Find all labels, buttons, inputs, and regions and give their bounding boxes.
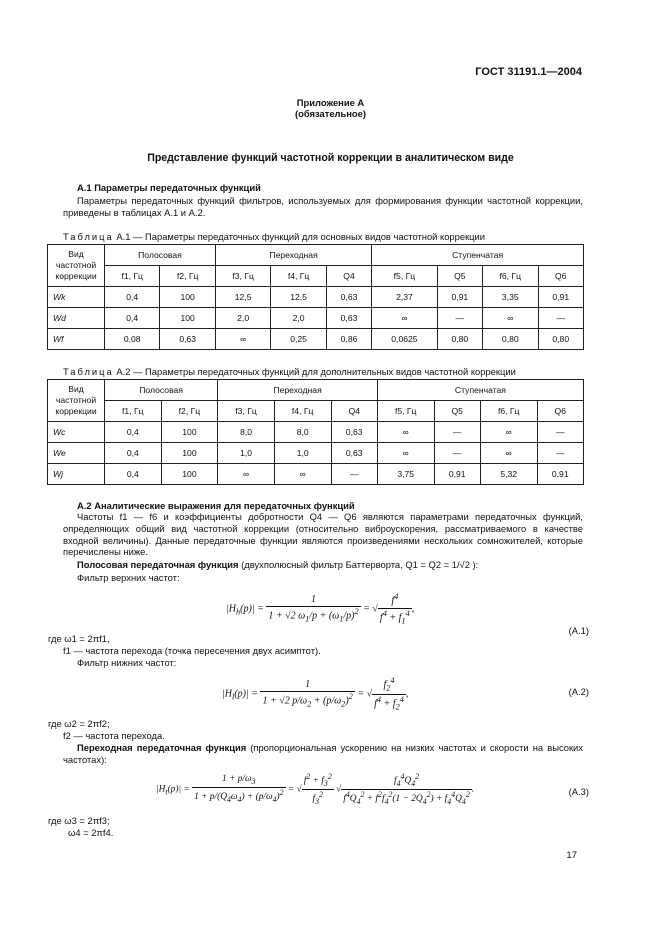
annex-title: Приложение А — [296, 97, 365, 108]
table-row — [48, 329, 584, 350]
value-cell: ∞ — [372, 308, 437, 329]
value-cell: 100 — [160, 308, 215, 329]
col-header: f1, Гц — [105, 266, 160, 287]
value-cell: 12,5 — [271, 287, 326, 308]
col-header: f1, Гц — [105, 401, 162, 422]
value-cell: 0,08 — [105, 329, 160, 350]
value-cell: 0,91 — [434, 464, 480, 485]
value-cell: 0,25 — [271, 329, 326, 350]
group-step: Ступенчатая — [372, 245, 584, 266]
value-cell: 100 — [161, 422, 218, 443]
col-header: f2, Гц — [161, 401, 218, 422]
col-header: f5, Гц — [377, 401, 434, 422]
value-cell: 0,91 — [437, 287, 482, 308]
value-cell: — — [537, 443, 583, 464]
col-header: Q4 — [326, 266, 371, 287]
value-cell: — — [331, 464, 377, 485]
main-title: Представление функций частотной коррекции в аналитическом виде — [147, 152, 514, 164]
value-cell: ∞ — [218, 464, 275, 485]
col-type-header: Вид частотной коррекции — [48, 380, 105, 422]
col-header: Q5 — [437, 266, 482, 287]
value-cell: 0,4 — [105, 287, 160, 308]
value-cell: 100 — [161, 443, 218, 464]
where-a1-line2: f1 — частота перехода (точка пересечения двух асимптот). — [63, 645, 321, 656]
value-cell: ∞ — [377, 443, 434, 464]
value-cell: 5,32 — [480, 464, 537, 485]
table-row — [48, 464, 584, 485]
value-cell: ∞ — [480, 443, 537, 464]
row-type-cell: Wd — [48, 308, 105, 329]
section-a2-heading: А.2 Аналитические выражения для передаточных функций — [77, 500, 355, 511]
value-cell: 1,0 — [274, 443, 331, 464]
col-header: Q5 — [434, 401, 480, 422]
value-cell: 0,4 — [105, 443, 162, 464]
equation-number-a2: (А.2) — [568, 686, 589, 697]
value-cell: 2,37 — [372, 287, 437, 308]
annex-subtitle: (обязательное) — [295, 108, 366, 119]
group-transition: Переходная — [215, 245, 371, 266]
where-a2-line1: где ω2 = 2πf2; — [48, 718, 110, 729]
value-cell: 0,63 — [331, 443, 377, 464]
bandpass-term: Полосовая передаточная функция — [77, 559, 239, 570]
value-cell: 0,63 — [331, 422, 377, 443]
caption-text: А.1 — Параметры передаточных функций для основных видов частотной коррекции — [116, 231, 486, 242]
value-cell: 0,91 — [538, 287, 583, 308]
value-cell: 0,4 — [105, 308, 160, 329]
value-cell: 0,80 — [538, 329, 583, 350]
row-type-cell: We — [48, 443, 105, 464]
value-cell: 3,35 — [483, 287, 538, 308]
value-cell: — — [434, 422, 480, 443]
caption-text: А.2 — Параметры передаточных функций для дополнительных видов частотной коррекции — [116, 366, 516, 377]
table-a1-caption — [63, 231, 485, 243]
value-cell: 0,0625 — [372, 329, 437, 350]
caption-word: Таблица — [63, 366, 114, 377]
value-cell: 0,80 — [437, 329, 482, 350]
value-cell: ∞ — [215, 329, 270, 350]
formula-a1: $|H_h(p)|$ = $\frac{1}{1 + √2 \omega_1/p + (\omega_1/p)^2}$ = √ $\frac{f^4}{f^4 + f_1^4}$ , — [226, 592, 415, 626]
table-row — [48, 308, 584, 329]
col-header: f5, Гц — [372, 266, 437, 287]
where-a3-line2: ω4 = 2πf4. — [68, 827, 114, 838]
formula-a3: $|H_t(p)|$ = $\frac{1 + p/\omega_3}{1 + p/(Q_4\omega_4) + (p/\omega_4)^2}$ = √ $\frac{f^2 + f_3^2}{f_3^2}$ √ $\frac{f_4^4Q_4^2}{f^4Q_4^2 + f^2f_4^2(1 - 2Q_4^2) + f_4^4Q_4^2}$ . — [156, 772, 475, 806]
col-header: f4, Гц — [271, 266, 326, 287]
table-row — [48, 287, 584, 308]
value-cell: 0,4 — [105, 422, 162, 443]
value-cell: ∞ — [274, 464, 331, 485]
formula-a2: $|H_l(p)|$ = $\frac{1}{1 + √2 p/\omega_2 + (p/\omega_2)^2}$ = √ $\frac{f_2^4}{f^4 + f_2^4}$ , — [222, 676, 409, 712]
where-a3-line1: где ω3 = 2πf3; — [48, 815, 110, 826]
table-a2 — [47, 379, 584, 485]
section-a2-paragraph: Частоты f1 — f6 и коэффициенты добротности Q4 — Q6 являются параметрами передаточных функций, определяющих общий вид частотной коррекции (относительно виброускорения, рассматриваемого в качестве входной величины). Данные передаточные функции являются произведениями нескольких сомножителей, которые перечислены ниже. — [63, 511, 583, 558]
value-cell: 0,86 — [326, 329, 371, 350]
value-cell: — — [538, 308, 583, 329]
table-row — [48, 422, 584, 443]
bandpass-desc: (двухполюсный фильтр Баттерворта, Q1 = Q2 = 1/√2 ): — [238, 559, 479, 570]
value-cell: 0,91 — [537, 464, 583, 485]
value-cell: 0,63 — [326, 308, 371, 329]
table-a1 — [47, 244, 584, 350]
value-cell: 0,80 — [483, 329, 538, 350]
value-cell: 0,63 — [326, 287, 371, 308]
col-header: f6, Гц — [483, 266, 538, 287]
page-number: 17 — [566, 850, 577, 861]
row-type-cell: Wj — [48, 464, 105, 485]
where-a2-line2: f2 — частота перехода. — [63, 730, 165, 741]
value-cell: — — [437, 308, 482, 329]
row-type-cell: Wf — [48, 329, 105, 350]
col-header: f3, Гц — [215, 266, 270, 287]
value-cell: 2,0 — [215, 308, 270, 329]
col-header: f2, Гц — [160, 266, 215, 287]
value-cell: — — [537, 422, 583, 443]
value-cell: — — [434, 443, 480, 464]
col-header: Q6 — [538, 266, 583, 287]
value-cell: 3,75 — [377, 464, 434, 485]
table-a2-caption — [63, 366, 516, 378]
value-cell: 1,0 — [218, 443, 275, 464]
equation-number-a3: (А.3) — [568, 786, 589, 797]
value-cell: 8,0 — [274, 422, 331, 443]
row-type-cell: Wk — [48, 287, 105, 308]
value-cell: 100 — [161, 464, 218, 485]
where-a1-line1: где ω1 = 2πf1, — [48, 633, 110, 644]
col-header: Q4 — [331, 401, 377, 422]
section-a1-paragraph: Параметры передаточных функций фильтров, используемых для формирования функции частотной коррекции, приведены в таблицах А.1 и А.2. — [63, 195, 583, 218]
equation-number-a1: (А.1) — [568, 625, 589, 636]
section-a1-heading: А.1 Параметры передаточных функций — [77, 182, 261, 193]
group-transition: Переходная — [218, 380, 378, 401]
group-bandpass: Полосовая — [105, 245, 216, 266]
value-cell: 0,63 — [160, 329, 215, 350]
value-cell: 12,5 — [215, 287, 270, 308]
value-cell: 100 — [160, 287, 215, 308]
col-header: f6, Гц — [480, 401, 537, 422]
value-cell: ∞ — [480, 422, 537, 443]
lowpass-label: Фильтр нижних частот: — [77, 657, 177, 668]
group-step: Ступенчатая — [377, 380, 583, 401]
col-header: f4, Гц — [274, 401, 331, 422]
transition-term: Переходная передаточная функция — [77, 742, 247, 753]
value-cell: 2,0 — [271, 308, 326, 329]
document-header: ГОСТ 31191.1—2004 — [475, 66, 582, 78]
group-bandpass: Полосовая — [105, 380, 218, 401]
transition-intro — [63, 742, 583, 766]
value-cell: ∞ — [483, 308, 538, 329]
row-type-cell: Wc — [48, 422, 105, 443]
caption-word: Таблица — [63, 231, 114, 242]
value-cell: ∞ — [377, 422, 434, 443]
bandpass-intro — [63, 559, 583, 571]
col-header: Q6 — [537, 401, 583, 422]
transition-desc: (пропорциональная ускорению на низких частотах и скорости на высоких частотах): — [63, 742, 583, 765]
col-type-header: Вид частотной коррекции — [48, 245, 105, 287]
value-cell: 0,4 — [105, 464, 162, 485]
table-row — [48, 443, 584, 464]
highpass-label: Фильтр верхних частот: — [77, 572, 180, 583]
value-cell: 8,0 — [218, 422, 275, 443]
col-header: f3, Гц — [218, 401, 275, 422]
